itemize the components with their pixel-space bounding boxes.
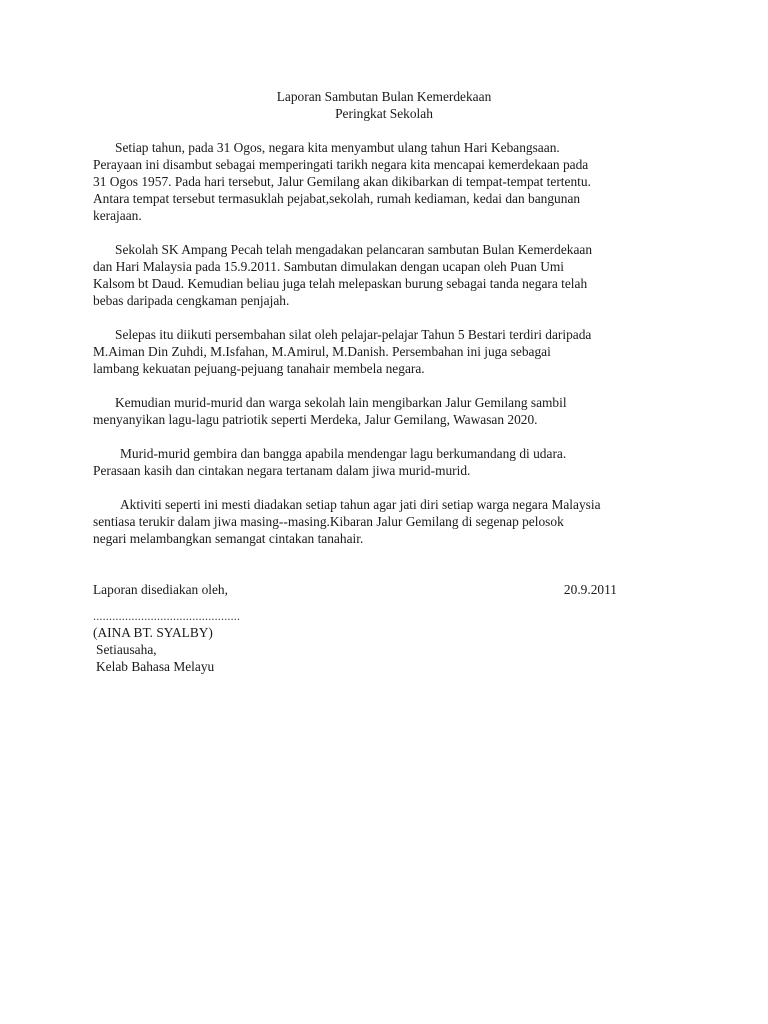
paragraph-line: Setiap tahun, pada 31 Ogos, negara kita menyambut ulang tahun Hari Kebangsaan. xyxy=(115,140,560,155)
paragraph-line: lambang kekuatan pejuang-pejuang tanahair membela negara. xyxy=(93,361,425,376)
paragraph-5 xyxy=(93,445,675,479)
paragraph-6 xyxy=(93,496,675,547)
title-line-1: Laporan Sambutan Bulan Kemerdekaan xyxy=(276,89,492,104)
paragraph-2 xyxy=(93,241,675,309)
document-page xyxy=(93,88,675,675)
signature-line: .............................................. xyxy=(93,609,241,623)
paragraph-line: Aktiviti seperti ini mesti diadakan setiap tahun agar jati diri setiap warga negara Malaysia xyxy=(120,497,601,512)
paragraph-line: Perasaan kasih dan cintakan negara tertanam dalam jiwa murid-murid. xyxy=(93,463,471,478)
paragraph-line: dan Hari Malaysia pada 15.9.2011. Sambutan dimulakan dengan ucapan oleh Puan Umi xyxy=(93,259,565,274)
signature-block xyxy=(93,624,675,675)
paragraph-line: Sekolah SK Ampang Pecah telah mengadakan pelancaran sambutan Bulan Kemerdekaan xyxy=(115,242,593,257)
paragraph-4 xyxy=(93,394,675,428)
prepared-by-row xyxy=(93,581,675,598)
paragraph-line: negari melambangkan semangat cintakan tanahair. xyxy=(93,531,364,546)
paragraph-line: Antara tempat tersebut termasuklah pejabat,sekolah, rumah kediaman, kedai dan bangunan xyxy=(93,191,581,206)
paragraph-line: Perayaan ini disambut sebagai memperingati tarikh negara kita mencapai kemerdekaan pada xyxy=(93,157,589,172)
paragraph-line: Murid-murid gembira dan bangga apabila mendengar lagu berkumandang di udara. xyxy=(120,446,567,461)
signatory-club: Kelab Bahasa Melayu xyxy=(96,659,215,674)
signatory-position: Setiausaha, xyxy=(96,642,157,657)
paragraph-line: bebas daripada cengkaman penjajah. xyxy=(93,293,290,308)
paragraph-1 xyxy=(93,139,675,224)
paragraph-line: Kemudian murid-murid dan warga sekolah lain mengibarkan Jalur Gemilang sambil xyxy=(115,395,567,410)
paragraph-3 xyxy=(93,326,675,377)
paragraph-line: sentiasa terukir dalam jiwa masing--masing.Kibaran Jalur Gemilang di segenap pelosok xyxy=(93,514,564,529)
paragraph-line: M.Aiman Din Zuhdi, M.Isfahan, M.Amirul, M.Danish. Persembahan ini juga sebagai xyxy=(93,344,551,359)
paragraph-line: menyanyikan lagu-lagu patriotik seperti Merdeka, Jalur Gemilang, Wawasan 2020. xyxy=(93,412,538,427)
paragraph-line: Selepas itu diikuti persembahan silat oleh pelajar-pelajar Tahun 5 Bestari terdiri daripada xyxy=(115,327,592,342)
paragraph-line: 31 Ogos 1957. Pada hari tersebut, Jalur Gemilang akan dikibarkan di tempat-tempat tertentu. xyxy=(93,174,591,189)
title-line-2: Peringkat Sekolah xyxy=(335,106,433,121)
signatory-name: (AINA BT. SYALBY) xyxy=(93,625,213,640)
paragraph-line: Kalsom bt Daud. Kemudian beliau juga telah melepaskan burung sebagai tanda negara telah xyxy=(93,276,588,291)
paragraph-line: kerajaan. xyxy=(93,208,142,223)
document-title xyxy=(93,88,675,122)
prepared-by-label: Laporan disediakan oleh, xyxy=(93,582,228,597)
report-date: 20.9.2011 xyxy=(563,582,617,597)
